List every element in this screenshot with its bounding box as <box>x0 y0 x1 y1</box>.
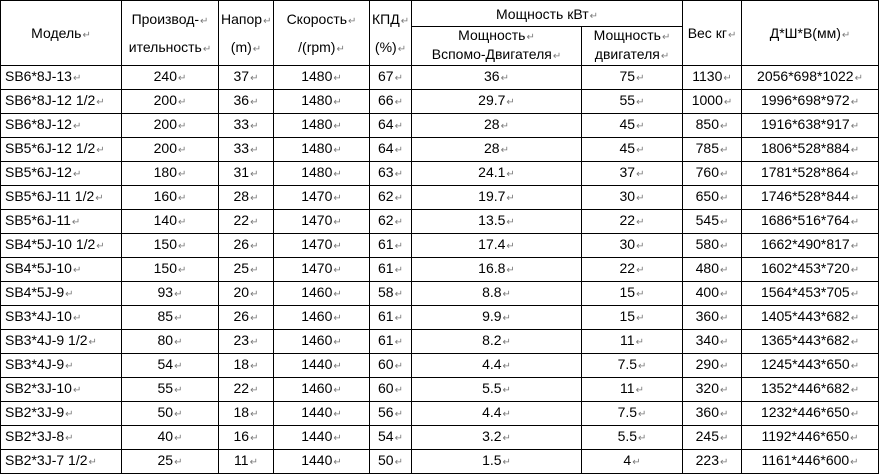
cell-aux-power: 4.4↵ <box>412 354 582 378</box>
cell-dimensions: 1602*453*720↵ <box>742 258 879 282</box>
cell-motor-power: 7.5↵ <box>582 354 683 378</box>
cell-model: SB6*8J-12↵ <box>1 114 122 138</box>
cell-dimensions: 1232*446*650↵ <box>742 402 879 426</box>
cell-dimensions: 1192*446*650↵ <box>742 426 879 450</box>
cell-model: SB4*5J-10↵ <box>1 258 122 282</box>
cell-weight: 760↵ <box>683 162 742 186</box>
cell-productivity: 160↵ <box>122 186 219 210</box>
cell-efficiency: 62↵ <box>370 210 412 234</box>
cell-dimensions: 1245*443*650↵ <box>742 354 879 378</box>
cell-motor-power: 11↵ <box>582 330 683 354</box>
cell-head: 25↵ <box>219 258 274 282</box>
cell-speed: 1440↵ <box>274 450 370 474</box>
cell-model: SB5*6J-12 1/2↵ <box>1 138 122 162</box>
cell-aux-power: 13.5↵ <box>412 210 582 234</box>
cell-head: 28↵ <box>219 186 274 210</box>
cell-dimensions: 1365*443*682↵ <box>742 330 879 354</box>
cell-speed: 1480↵ <box>274 138 370 162</box>
cell-dimensions: 1686*516*764↵ <box>742 210 879 234</box>
cell-productivity: 200↵ <box>122 90 219 114</box>
cell-aux-power: 3.2↵ <box>412 426 582 450</box>
cell-head: 16↵ <box>219 426 274 450</box>
cell-efficiency: 61↵ <box>370 306 412 330</box>
cell-dimensions: 1405*443*682↵ <box>742 306 879 330</box>
cell-head: 26↵ <box>219 306 274 330</box>
cell-speed: 1480↵ <box>274 66 370 90</box>
cell-aux-power: 28↵ <box>412 114 582 138</box>
cell-head: 18↵ <box>219 402 274 426</box>
cell-aux-power: 8.2↵ <box>412 330 582 354</box>
cell-aux-power: 9.9↵ <box>412 306 582 330</box>
header-efficiency: КПД↵ (%)↵ <box>370 1 412 66</box>
cell-efficiency: 63↵ <box>370 162 412 186</box>
cell-head: 22↵ <box>219 378 274 402</box>
header-motor-power: Мощность↵ двигателя↵ <box>582 27 683 66</box>
cell-head: 37↵ <box>219 66 274 90</box>
cell-speed: 1470↵ <box>274 234 370 258</box>
cell-productivity: 180↵ <box>122 162 219 186</box>
cell-speed: 1440↵ <box>274 354 370 378</box>
table-row <box>1 186 879 210</box>
cell-speed: 1480↵ <box>274 162 370 186</box>
table-row <box>1 306 879 330</box>
cell-productivity: 54↵ <box>122 354 219 378</box>
cell-aux-power: 36↵ <box>412 66 582 90</box>
cell-dimensions: 1916*638*917↵ <box>742 114 879 138</box>
cell-model: SB6*8J-13↵ <box>1 66 122 90</box>
cell-motor-power: 30↵ <box>582 234 683 258</box>
cell-head: 33↵ <box>219 114 274 138</box>
cell-productivity: 40↵ <box>122 426 219 450</box>
cell-productivity: 150↵ <box>122 234 219 258</box>
cell-speed: 1470↵ <box>274 186 370 210</box>
cell-dimensions: 1806*528*884↵ <box>742 138 879 162</box>
header-speed: Скорость↵ /(rpm)↵ <box>274 1 370 66</box>
header-dimensions: Д*Ш*В(мм)↵ <box>742 1 879 66</box>
cell-weight: 400↵ <box>683 282 742 306</box>
cell-efficiency: 64↵ <box>370 114 412 138</box>
cell-weight: 785↵ <box>683 138 742 162</box>
cell-head: 33↵ <box>219 138 274 162</box>
cell-weight: 290↵ <box>683 354 742 378</box>
cell-weight: 580↵ <box>683 234 742 258</box>
cell-model: SB3*4J-9↵ <box>1 354 122 378</box>
cell-head: 26↵ <box>219 234 274 258</box>
cell-productivity: 93↵ <box>122 282 219 306</box>
cell-model: SB3*4J-10↵ <box>1 306 122 330</box>
cell-speed: 1460↵ <box>274 378 370 402</box>
cell-weight: 1130↵ <box>683 66 742 90</box>
cell-efficiency: 67↵ <box>370 66 412 90</box>
cell-speed: 1470↵ <box>274 210 370 234</box>
cell-efficiency: 54↵ <box>370 426 412 450</box>
cell-aux-power: 19.7↵ <box>412 186 582 210</box>
cell-model: SB5*6J-11 1/2↵ <box>1 186 122 210</box>
header-head: Напор↵ (m)↵ <box>219 1 274 66</box>
header-productivity: Производ-↵ ительность↵ <box>122 1 219 66</box>
cell-model: SB4*5J-9↵ <box>1 282 122 306</box>
cell-weight: 223↵ <box>683 450 742 474</box>
cell-motor-power: 4↵ <box>582 450 683 474</box>
cell-efficiency: 61↵ <box>370 258 412 282</box>
table-body <box>1 66 879 474</box>
header-model: Модель↵ <box>1 1 122 66</box>
cell-weight: 545↵ <box>683 210 742 234</box>
cell-efficiency: 66↵ <box>370 90 412 114</box>
table-header <box>1 1 879 66</box>
cell-productivity: 80↵ <box>122 330 219 354</box>
cell-motor-power: 22↵ <box>582 210 683 234</box>
cell-aux-power: 16.8↵ <box>412 258 582 282</box>
cell-productivity: 240↵ <box>122 66 219 90</box>
table-row <box>1 234 879 258</box>
table-row <box>1 66 879 90</box>
cell-model: SB4*5J-10 1/2↵ <box>1 234 122 258</box>
cell-weight: 340↵ <box>683 330 742 354</box>
cell-productivity: 25↵ <box>122 450 219 474</box>
cell-productivity: 200↵ <box>122 138 219 162</box>
table-row <box>1 282 879 306</box>
header-aux-power: Мощность↵ Вспомо-Двигателя↵ <box>412 27 582 66</box>
cell-efficiency: 56↵ <box>370 402 412 426</box>
cell-efficiency: 60↵ <box>370 378 412 402</box>
cell-efficiency: 60↵ <box>370 354 412 378</box>
cell-weight: 480↵ <box>683 258 742 282</box>
cell-speed: 1460↵ <box>274 330 370 354</box>
cell-dimensions: 1746*528*844↵ <box>742 186 879 210</box>
table-row <box>1 210 879 234</box>
cell-dimensions: 1996*698*972↵ <box>742 90 879 114</box>
cell-motor-power: 7.5↵ <box>582 402 683 426</box>
cell-aux-power: 4.4↵ <box>412 402 582 426</box>
cell-model: SB5*6J-11↵ <box>1 210 122 234</box>
table-row <box>1 378 879 402</box>
cell-speed: 1460↵ <box>274 282 370 306</box>
cell-speed: 1470↵ <box>274 258 370 282</box>
table-row <box>1 162 879 186</box>
cell-efficiency: 62↵ <box>370 186 412 210</box>
cell-model: SB6*8J-12 1/2↵ <box>1 90 122 114</box>
cell-model: SB2*3J-10↵ <box>1 378 122 402</box>
cell-motor-power: 30↵ <box>582 186 683 210</box>
cell-weight: 245↵ <box>683 426 742 450</box>
cell-head: 36↵ <box>219 90 274 114</box>
cell-aux-power: 5.5↵ <box>412 378 582 402</box>
cell-weight: 360↵ <box>683 306 742 330</box>
cell-efficiency: 61↵ <box>370 234 412 258</box>
cell-efficiency: 50↵ <box>370 450 412 474</box>
cell-weight: 650↵ <box>683 186 742 210</box>
cell-aux-power: 24.1↵ <box>412 162 582 186</box>
cell-model: SB2*3J-9↵ <box>1 402 122 426</box>
cell-head: 23↵ <box>219 330 274 354</box>
cell-model: SB2*3J-7 1/2↵ <box>1 450 122 474</box>
table-row <box>1 138 879 162</box>
table-row <box>1 114 879 138</box>
cell-speed: 1440↵ <box>274 426 370 450</box>
cell-weight: 850↵ <box>683 114 742 138</box>
cell-model: SB2*3J-8↵ <box>1 426 122 450</box>
cell-aux-power: 29.7↵ <box>412 90 582 114</box>
cell-weight: 1000↵ <box>683 90 742 114</box>
table-row <box>1 258 879 282</box>
cell-motor-power: 22↵ <box>582 258 683 282</box>
cell-speed: 1480↵ <box>274 90 370 114</box>
cell-motor-power: 45↵ <box>582 114 683 138</box>
cell-head: 20↵ <box>219 282 274 306</box>
cell-aux-power: 1.5↵ <box>412 450 582 474</box>
cell-weight: 360↵ <box>683 402 742 426</box>
cell-dimensions: 1662*490*817↵ <box>742 234 879 258</box>
cell-productivity: 50↵ <box>122 402 219 426</box>
header-power-group: Мощность кВт↵ <box>412 1 683 27</box>
cell-efficiency: 61↵ <box>370 330 412 354</box>
cell-motor-power: 11↵ <box>582 378 683 402</box>
cell-model: SB3*4J-9 1/2↵ <box>1 330 122 354</box>
cell-head: 31↵ <box>219 162 274 186</box>
cell-efficiency: 58↵ <box>370 282 412 306</box>
cell-productivity: 200↵ <box>122 114 219 138</box>
cell-speed: 1480↵ <box>274 114 370 138</box>
cell-aux-power: 8.8↵ <box>412 282 582 306</box>
cell-dimensions: 1161*446*600↵ <box>742 450 879 474</box>
cell-efficiency: 64↵ <box>370 138 412 162</box>
table-row <box>1 330 879 354</box>
cell-dimensions: 2056*698*1022↵ <box>742 66 879 90</box>
table-row <box>1 450 879 474</box>
cell-productivity: 85↵ <box>122 306 219 330</box>
table-row <box>1 90 879 114</box>
cell-dimensions: 1352*446*682↵ <box>742 378 879 402</box>
cell-dimensions: 1564*453*705↵ <box>742 282 879 306</box>
cell-speed: 1440↵ <box>274 402 370 426</box>
cell-motor-power: 37↵ <box>582 162 683 186</box>
cell-productivity: 140↵ <box>122 210 219 234</box>
table-row <box>1 402 879 426</box>
cell-motor-power: 15↵ <box>582 282 683 306</box>
cell-motor-power: 15↵ <box>582 306 683 330</box>
cell-aux-power: 17.4↵ <box>412 234 582 258</box>
cell-speed: 1460↵ <box>274 306 370 330</box>
cell-motor-power: 75↵ <box>582 66 683 90</box>
cell-weight: 320↵ <box>683 378 742 402</box>
table-row <box>1 426 879 450</box>
cell-productivity: 55↵ <box>122 378 219 402</box>
table-row <box>1 354 879 378</box>
cell-head: 11↵ <box>219 450 274 474</box>
cell-motor-power: 5.5↵ <box>582 426 683 450</box>
cell-aux-power: 28↵ <box>412 138 582 162</box>
cell-motor-power: 55↵ <box>582 90 683 114</box>
cell-head: 22↵ <box>219 210 274 234</box>
header-weight: Вес кг↵ <box>683 1 742 66</box>
cell-dimensions: 1781*528*864↵ <box>742 162 879 186</box>
cell-model: SB5*6J-12↵ <box>1 162 122 186</box>
cell-productivity: 150↵ <box>122 258 219 282</box>
cell-motor-power: 45↵ <box>582 138 683 162</box>
cell-head: 18↵ <box>219 354 274 378</box>
